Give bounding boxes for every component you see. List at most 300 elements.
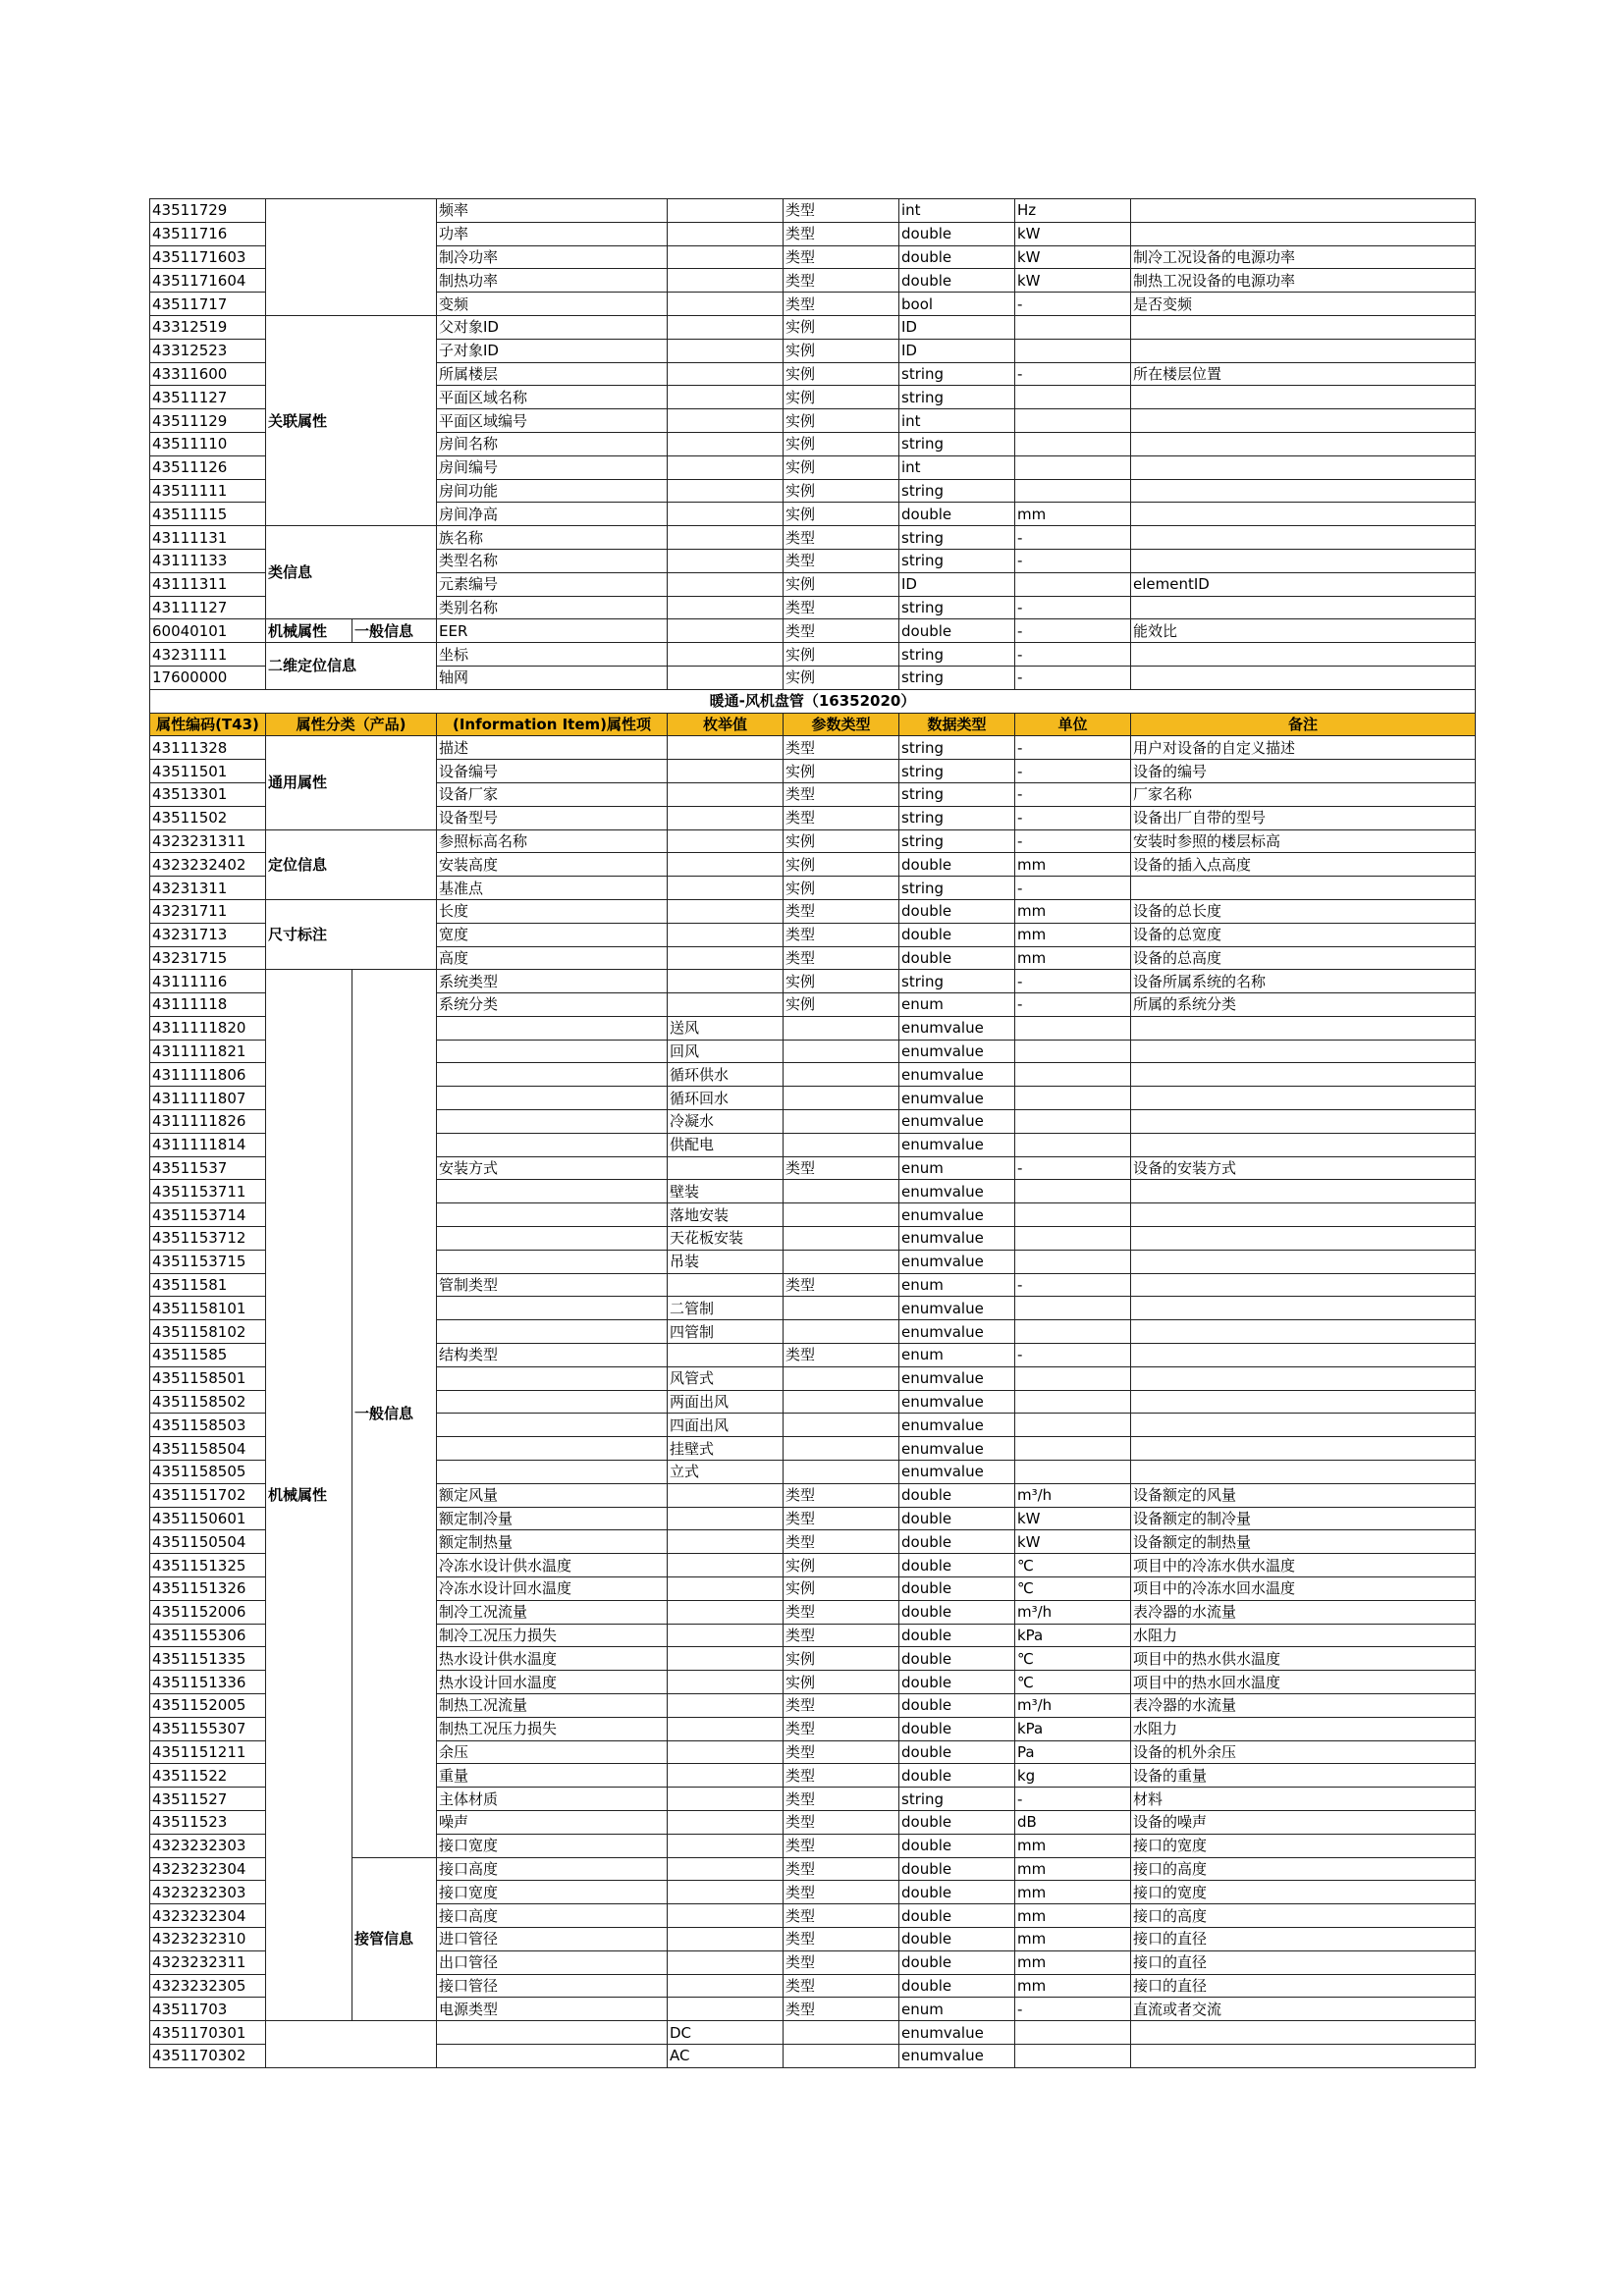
note-cell [1131, 549, 1476, 572]
code-cell: 4323232304 [150, 1904, 266, 1928]
name-cell: 制冷工况压力损失 [437, 1624, 668, 1647]
note-cell: 表冷器的水流量 [1131, 1600, 1476, 1624]
code-cell: 4351151325 [150, 1554, 266, 1577]
section-title-row [150, 689, 1476, 713]
dtype-cell: int [899, 199, 1015, 223]
code-cell: 43511581 [150, 1273, 266, 1297]
name-cell: 轴网 [437, 666, 668, 689]
group-cell: 二维定位信息 [266, 643, 437, 690]
name-cell: 参照标高名称 [437, 829, 668, 853]
param-cell [784, 1040, 899, 1063]
dtype-cell: double [899, 1717, 1015, 1740]
code-cell: 4311111814 [150, 1133, 266, 1156]
name-cell: 接口高度 [437, 1857, 668, 1881]
enum-cell [668, 199, 784, 223]
unit-cell: kPa [1015, 1717, 1131, 1740]
param-cell: 类型 [784, 1624, 899, 1647]
dtype-cell: int [899, 409, 1015, 433]
param-cell [784, 1110, 899, 1134]
dtype-cell: double [899, 1530, 1015, 1554]
unit-cell: - [1015, 619, 1131, 643]
param-cell: 类型 [784, 1530, 899, 1554]
enum-cell [668, 245, 784, 269]
unit-cell: mm [1015, 1927, 1131, 1950]
code-cell: 43511537 [150, 1156, 266, 1180]
param-cell: 实例 [784, 829, 899, 853]
unit-cell [1015, 1461, 1131, 1484]
dtype-cell: double [899, 619, 1015, 643]
code-cell: 60040101 [150, 619, 266, 643]
unit-cell [1015, 386, 1131, 409]
dtype-cell: enumvalue [899, 1366, 1015, 1390]
section-title: 暖通-风机盘管（16352020） [150, 689, 1476, 713]
note-cell [1131, 1227, 1476, 1251]
note-cell [1131, 199, 1476, 223]
dtype-cell: ID [899, 339, 1015, 362]
note-cell [1131, 1016, 1476, 1040]
name-cell: 设备型号 [437, 806, 668, 829]
group-cell: 定位信息 [266, 829, 437, 899]
code-cell: 4351158501 [150, 1366, 266, 1390]
dtype-cell: enumvalue [899, 1203, 1015, 1227]
code-cell: 43511129 [150, 409, 266, 433]
param-cell [784, 1437, 899, 1461]
code-cell: 43511522 [150, 1764, 266, 1788]
code-cell: 43511527 [150, 1788, 266, 1811]
param-cell: 类型 [784, 1507, 899, 1530]
unit-cell: - [1015, 1156, 1131, 1180]
dtype-cell: enumvalue [899, 1320, 1015, 1344]
enum-cell: 二管制 [668, 1297, 784, 1320]
param-cell [784, 1063, 899, 1087]
dtype-cell: double [899, 853, 1015, 877]
note-cell: 接口的直径 [1131, 1974, 1476, 1998]
name-cell: 冷冻水设计供水温度 [437, 1554, 668, 1577]
name-cell: 元素编号 [437, 572, 668, 596]
dtype-cell: enumvalue [899, 1414, 1015, 1437]
code-cell: 4323232305 [150, 1974, 266, 1998]
unit-cell: ℃ [1015, 1671, 1131, 1694]
dtype-cell: string [899, 877, 1015, 900]
enum-cell [668, 339, 784, 362]
code-cell: 4351150601 [150, 1507, 266, 1530]
code-cell: 4351158102 [150, 1320, 266, 1344]
code-cell: 4351153715 [150, 1250, 266, 1273]
unit-cell [1015, 1250, 1131, 1273]
name-cell: 宽度 [437, 923, 668, 946]
name-cell: 接口宽度 [437, 1881, 668, 1904]
enum-cell: 四管制 [668, 1320, 784, 1344]
code-cell: 43231111 [150, 643, 266, 667]
unit-cell: kW [1015, 1530, 1131, 1554]
enum-cell [668, 782, 784, 806]
code-cell: 4311111820 [150, 1016, 266, 1040]
unit-cell: - [1015, 362, 1131, 386]
enum-cell: 四面出风 [668, 1414, 784, 1437]
unit-cell: - [1015, 1344, 1131, 1367]
note-cell [1131, 643, 1476, 667]
note-cell: 设备的总长度 [1131, 899, 1476, 923]
name-cell: 基准点 [437, 877, 668, 900]
param-cell: 类型 [784, 782, 899, 806]
name-cell: 出口管径 [437, 1950, 668, 1974]
param-cell: 实例 [784, 1554, 899, 1577]
code-cell: 4351158503 [150, 1414, 266, 1437]
note-cell: 设备所属系统的名称 [1131, 970, 1476, 993]
enum-cell [668, 1810, 784, 1834]
code-cell: 43111131 [150, 526, 266, 550]
name-cell: 制热工况压力损失 [437, 1717, 668, 1740]
name-cell [437, 1320, 668, 1344]
header-dtype: 数据类型 [899, 713, 1015, 736]
name-cell [437, 1437, 668, 1461]
param-cell: 实例 [784, 386, 899, 409]
unit-cell [1015, 1227, 1131, 1251]
unit-cell: - [1015, 877, 1131, 900]
param-cell: 类型 [784, 1694, 899, 1718]
table-row [150, 315, 1476, 339]
subgroup-cell: 一般信息 [352, 970, 437, 1857]
dtype-cell: double [899, 222, 1015, 245]
name-cell: 电源类型 [437, 1998, 668, 2021]
unit-cell: mm [1015, 946, 1131, 970]
dtype-cell: string [899, 432, 1015, 455]
table-row [150, 970, 1476, 993]
param-cell: 实例 [784, 993, 899, 1017]
enum-cell [668, 853, 784, 877]
code-cell: 4323231311 [150, 829, 266, 853]
dtype-cell: ID [899, 572, 1015, 596]
enum-cell [668, 1156, 784, 1180]
note-cell: 能效比 [1131, 619, 1476, 643]
unit-cell: mm [1015, 899, 1131, 923]
note-cell [1131, 1250, 1476, 1273]
name-cell: 系统类型 [437, 970, 668, 993]
name-cell: 额定制冷量 [437, 1507, 668, 1530]
param-cell: 类型 [784, 1810, 899, 1834]
attribute-table [149, 198, 1476, 2068]
unit-cell [1015, 1414, 1131, 1437]
name-cell: 接口宽度 [437, 1834, 668, 1857]
note-cell [1131, 1437, 1476, 1461]
group-cell: 关联属性 [266, 315, 437, 525]
param-cell: 实例 [784, 455, 899, 479]
enum-cell [668, 923, 784, 946]
enum-cell [668, 1974, 784, 1998]
dtype-cell: string [899, 643, 1015, 667]
enum-cell [668, 1600, 784, 1624]
code-cell: 4311111821 [150, 1040, 266, 1063]
code-cell: 43312519 [150, 315, 266, 339]
dtype-cell: double [899, 1834, 1015, 1857]
note-cell [1131, 2021, 1476, 2045]
note-cell [1131, 1344, 1476, 1367]
param-cell: 类型 [784, 899, 899, 923]
unit-cell: - [1015, 760, 1131, 783]
enum-cell: 循环供水 [668, 1063, 784, 1087]
unit-cell: kW [1015, 245, 1131, 269]
enum-cell [668, 1647, 784, 1671]
enum-cell [668, 899, 784, 923]
enum-cell: 两面出风 [668, 1390, 784, 1414]
name-cell: 制热功率 [437, 269, 668, 293]
note-cell: 安装时参照的楼层标高 [1131, 829, 1476, 853]
code-cell: 43511501 [150, 760, 266, 783]
dtype-cell: string [899, 782, 1015, 806]
note-cell [1131, 409, 1476, 433]
note-cell: elementID [1131, 572, 1476, 596]
unit-cell [1015, 1063, 1131, 1087]
param-cell: 类型 [784, 946, 899, 970]
code-cell: 43111311 [150, 572, 266, 596]
dtype-cell: enumvalue [899, 1180, 1015, 1203]
unit-cell [1015, 1437, 1131, 1461]
dtype-cell: double [899, 1647, 1015, 1671]
enum-cell [668, 1764, 784, 1788]
note-cell: 接口的高度 [1131, 1857, 1476, 1881]
code-cell: 4351153712 [150, 1227, 266, 1251]
name-cell [437, 1110, 668, 1134]
enum-cell [668, 269, 784, 293]
code-cell: 4351155307 [150, 1717, 266, 1740]
unit-cell: Hz [1015, 199, 1131, 223]
code-cell: 4323232304 [150, 1857, 266, 1881]
dtype-cell: string [899, 526, 1015, 550]
enum-cell: 落地安装 [668, 1203, 784, 1227]
enum-cell [668, 970, 784, 993]
enum-cell [668, 549, 784, 572]
note-cell: 表冷器的水流量 [1131, 1694, 1476, 1718]
param-cell: 类型 [784, 1344, 899, 1367]
name-cell: 功率 [437, 222, 668, 245]
name-cell [437, 1366, 668, 1390]
dtype-cell: enumvalue [899, 1040, 1015, 1063]
unit-cell: mm [1015, 1857, 1131, 1881]
table-row [150, 619, 1476, 643]
name-cell: 设备厂家 [437, 782, 668, 806]
param-cell: 实例 [784, 1577, 899, 1601]
dtype-cell: string [899, 806, 1015, 829]
param-cell [784, 1366, 899, 1390]
unit-cell [1015, 1366, 1131, 1390]
enum-cell [668, 526, 784, 550]
dtype-cell: string [899, 549, 1015, 572]
param-cell: 类型 [784, 526, 899, 550]
name-cell: 所属楼层 [437, 362, 668, 386]
enum-cell: 回风 [668, 1040, 784, 1063]
note-cell: 直流或者交流 [1131, 1998, 1476, 2021]
dtype-cell: string [899, 666, 1015, 689]
enum-cell [668, 1717, 784, 1740]
name-cell: 系统分类 [437, 993, 668, 1017]
unit-cell: mm [1015, 1950, 1131, 1974]
enum-cell [668, 1530, 784, 1554]
name-cell [437, 1180, 668, 1203]
unit-cell: - [1015, 293, 1131, 316]
header-note: 备注 [1131, 713, 1476, 736]
name-cell [437, 1016, 668, 1040]
subgroup-cell: 接管信息 [352, 1857, 437, 2021]
name-cell: 安装高度 [437, 853, 668, 877]
dtype-cell: double [899, 1507, 1015, 1530]
param-cell [784, 1320, 899, 1344]
note-cell [1131, 455, 1476, 479]
param-cell: 实例 [784, 479, 899, 503]
param-cell: 实例 [784, 970, 899, 993]
name-cell: 接口高度 [437, 1904, 668, 1928]
dtype-cell: double [899, 1927, 1015, 1950]
note-cell [1131, 1273, 1476, 1297]
code-cell: 43111133 [150, 549, 266, 572]
unit-cell [1015, 1180, 1131, 1203]
name-cell: 热水设计供水温度 [437, 1647, 668, 1671]
code-cell: 4351153714 [150, 1203, 266, 1227]
param-cell: 类型 [784, 199, 899, 223]
code-cell: 43511502 [150, 806, 266, 829]
param-cell: 类型 [784, 1740, 899, 1764]
table-row [150, 829, 1476, 853]
dtype-cell: double [899, 899, 1015, 923]
code-cell: 4351171604 [150, 269, 266, 293]
unit-cell: kg [1015, 1764, 1131, 1788]
note-cell: 接口的高度 [1131, 1904, 1476, 1928]
dtype-cell: enum [899, 1344, 1015, 1367]
unit-cell [1015, 339, 1131, 362]
param-cell: 实例 [784, 409, 899, 433]
enum-cell: 循环回水 [668, 1087, 784, 1110]
dtype-cell: double [899, 923, 1015, 946]
code-cell: 4351158502 [150, 1390, 266, 1414]
code-cell: 43511127 [150, 386, 266, 409]
note-cell [1131, 1461, 1476, 1484]
code-cell: 43111328 [150, 736, 266, 760]
group-cell: 机械属性 [266, 970, 352, 2021]
enum-cell: AC [668, 2044, 784, 2067]
dtype-cell: string [899, 596, 1015, 619]
unit-cell: - [1015, 993, 1131, 1017]
name-cell: 管制类型 [437, 1273, 668, 1297]
unit-cell [1015, 479, 1131, 503]
note-cell [1131, 1320, 1476, 1344]
enum-cell [668, 1694, 784, 1718]
enum-cell [668, 877, 784, 900]
name-cell: 额定风量 [437, 1483, 668, 1507]
unit-cell [1015, 572, 1131, 596]
unit-cell: mm [1015, 1974, 1131, 1998]
dtype-cell: double [899, 245, 1015, 269]
enum-cell [668, 1857, 784, 1881]
unit-cell: - [1015, 970, 1131, 993]
note-cell [1131, 1180, 1476, 1203]
dtype-cell: enumvalue [899, 1250, 1015, 1273]
name-cell: 安装方式 [437, 1156, 668, 1180]
code-cell: 4351153711 [150, 1180, 266, 1203]
note-cell: 设备出厂自带的型号 [1131, 806, 1476, 829]
note-cell [1131, 1390, 1476, 1414]
param-cell: 类型 [784, 1904, 899, 1928]
param-cell: 类型 [784, 1483, 899, 1507]
dtype-cell: enumvalue [899, 2044, 1015, 2067]
name-cell: 高度 [437, 946, 668, 970]
unit-cell [1015, 1040, 1131, 1063]
param-cell: 类型 [784, 736, 899, 760]
table-row [150, 199, 1476, 223]
enum-cell [668, 432, 784, 455]
unit-cell [1015, 1297, 1131, 1320]
code-cell: 43511523 [150, 1810, 266, 1834]
enum-cell [668, 1788, 784, 1811]
note-cell [1131, 1040, 1476, 1063]
table-row [150, 526, 1476, 550]
unit-cell: - [1015, 549, 1131, 572]
unit-cell: - [1015, 1273, 1131, 1297]
unit-cell [1015, 1320, 1131, 1344]
dtype-cell: ID [899, 315, 1015, 339]
enum-cell [668, 455, 784, 479]
param-cell [784, 1087, 899, 1110]
enum-cell [668, 1273, 784, 1297]
code-cell: 4351170301 [150, 2021, 266, 2045]
table-row [150, 643, 1476, 667]
enum-cell [668, 222, 784, 245]
param-cell: 类型 [784, 293, 899, 316]
unit-cell [1015, 409, 1131, 433]
group-cell [266, 199, 437, 316]
name-cell: 结构类型 [437, 1344, 668, 1367]
name-cell [437, 1250, 668, 1273]
name-cell: 类型名称 [437, 549, 668, 572]
note-cell: 接口的直径 [1131, 1927, 1476, 1950]
name-cell [437, 1390, 668, 1414]
param-cell [784, 2021, 899, 2045]
name-cell: 变频 [437, 293, 668, 316]
note-cell [1131, 877, 1476, 900]
note-cell: 设备的编号 [1131, 760, 1476, 783]
dtype-cell: double [899, 1904, 1015, 1928]
name-cell: 余压 [437, 1740, 668, 1764]
name-cell: 平面区域编号 [437, 409, 668, 433]
code-cell: 4323232310 [150, 1927, 266, 1950]
group-cell: 通用属性 [266, 736, 437, 829]
dtype-cell: enum [899, 1156, 1015, 1180]
code-cell: 43511115 [150, 503, 266, 526]
param-cell: 类型 [784, 1788, 899, 1811]
name-cell: 坐标 [437, 643, 668, 667]
note-cell: 设备的重量 [1131, 1764, 1476, 1788]
name-cell: 房间净高 [437, 503, 668, 526]
note-cell [1131, 1414, 1476, 1437]
name-cell [437, 1461, 668, 1484]
enum-cell [668, 1904, 784, 1928]
note-cell [1131, 1366, 1476, 1390]
dtype-cell: double [899, 1624, 1015, 1647]
unit-cell: - [1015, 782, 1131, 806]
enum-cell: 送风 [668, 1016, 784, 1040]
name-cell: 主体材质 [437, 1788, 668, 1811]
param-cell: 实例 [784, 503, 899, 526]
dtype-cell: double [899, 1950, 1015, 1974]
name-cell: 噪声 [437, 1810, 668, 1834]
note-cell [1131, 339, 1476, 362]
note-cell [1131, 1110, 1476, 1134]
unit-cell: - [1015, 1998, 1131, 2021]
unit-cell [1015, 1016, 1131, 1040]
name-cell: 平面区域名称 [437, 386, 668, 409]
dtype-cell: enum [899, 993, 1015, 1017]
note-cell [1131, 596, 1476, 619]
name-cell: 重量 [437, 1764, 668, 1788]
header-category: 属性分类（产品) [266, 713, 437, 736]
